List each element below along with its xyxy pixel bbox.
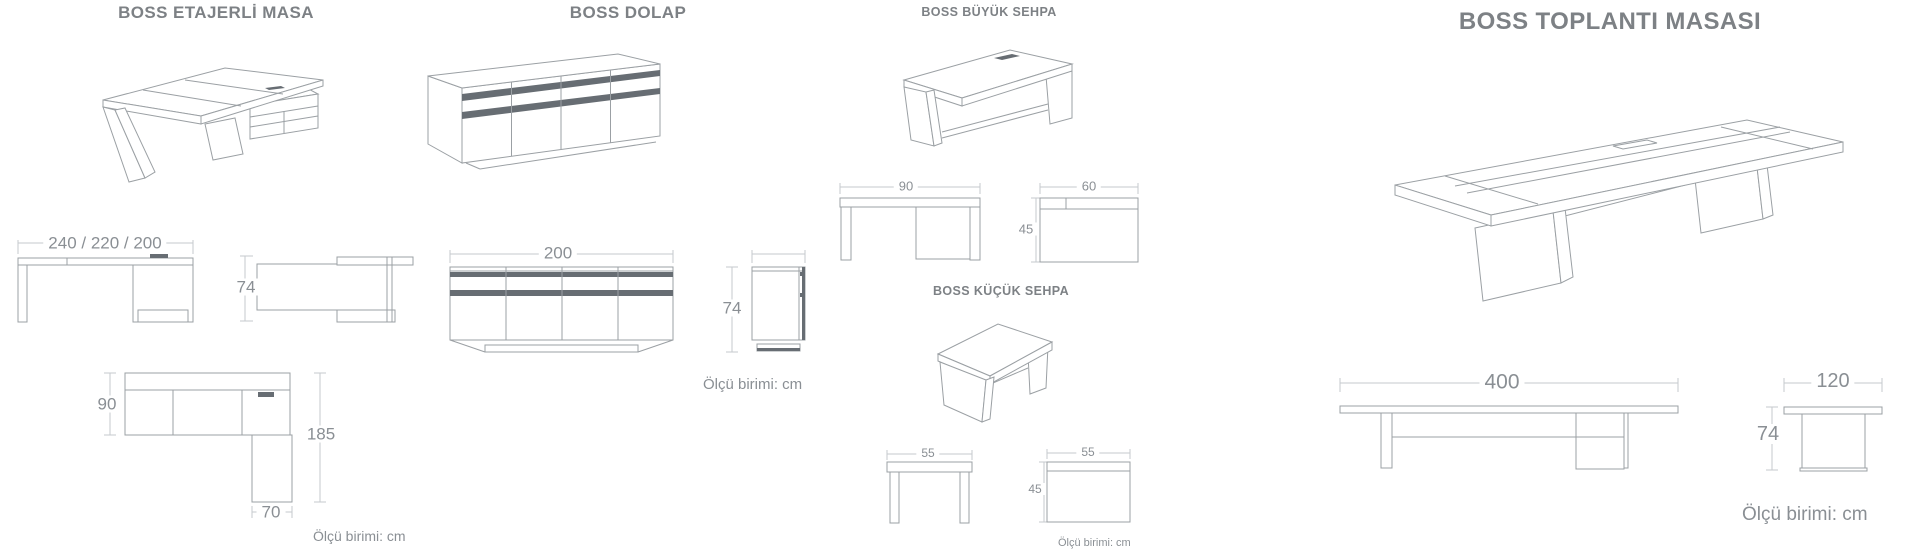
kucuk-sehpa-depth-dim: 55: [1076, 446, 1099, 458]
dolap-unit-note: Ölçü birimi: cm: [703, 376, 803, 393]
section-title-etajerli-masa: BOSS ETAJERLİ MASA: [118, 3, 314, 22]
kucuk-sehpa-height-dim: 45: [1023, 483, 1046, 495]
kucuk-sehpa-perspective-drawing: [928, 310, 1060, 432]
dolap-height-dim: 74: [718, 300, 747, 317]
section-title-buyuk-sehpa: BOSS BÜYÜK SEHPA: [921, 5, 1057, 19]
kucuk-sehpa-unit-note: Ölçü birimi: cm: [1058, 537, 1131, 549]
buyuk-sehpa-height-dim: 45: [1014, 223, 1038, 236]
toplanti-height-dim: 74: [1752, 424, 1784, 444]
toplanti-depth-dim: 120: [1811, 371, 1854, 391]
etajerli-width-dim: 240 / 220 / 200: [43, 235, 166, 252]
section-title-kucuk-sehpa: BOSS KÜÇÜK SEHPA: [932, 284, 1070, 298]
buyuk-sehpa-width-dim: 90: [894, 180, 918, 193]
etajerli-masa-perspective-drawing: [85, 36, 320, 196]
etajerli-masa-plan-view: [95, 365, 335, 520]
etajerli-depth-dim: 90: [93, 396, 122, 413]
dolap-perspective-drawing: [420, 48, 670, 173]
etajerli-total-depth-dim: 185: [302, 426, 340, 443]
buyuk-sehpa-perspective-drawing: [898, 40, 1083, 155]
buyuk-sehpa-depth-dim: 60: [1077, 180, 1101, 193]
section-title-dolap: BOSS DOLAP: [569, 3, 687, 22]
section-title-toplanti-masasi: BOSS TOPLANTI MASASI: [1458, 8, 1762, 35]
etajerli-height-dim: 74: [232, 279, 261, 296]
etajerli-masa-side-view: [235, 250, 415, 330]
kucuk-sehpa-width-dim: 55: [916, 447, 939, 459]
toplanti-width-dim: 400: [1479, 372, 1524, 393]
toplanti-masasi-perspective-drawing: [1385, 83, 1885, 308]
toplanti-unit-note: Ölçü birimi: cm: [1742, 504, 1868, 525]
dolap-width-dim: 200: [539, 245, 577, 262]
etajerli-unit-note: Ölçü birimi: cm: [313, 528, 406, 544]
etajerli-return-width-dim: 70: [257, 504, 286, 521]
